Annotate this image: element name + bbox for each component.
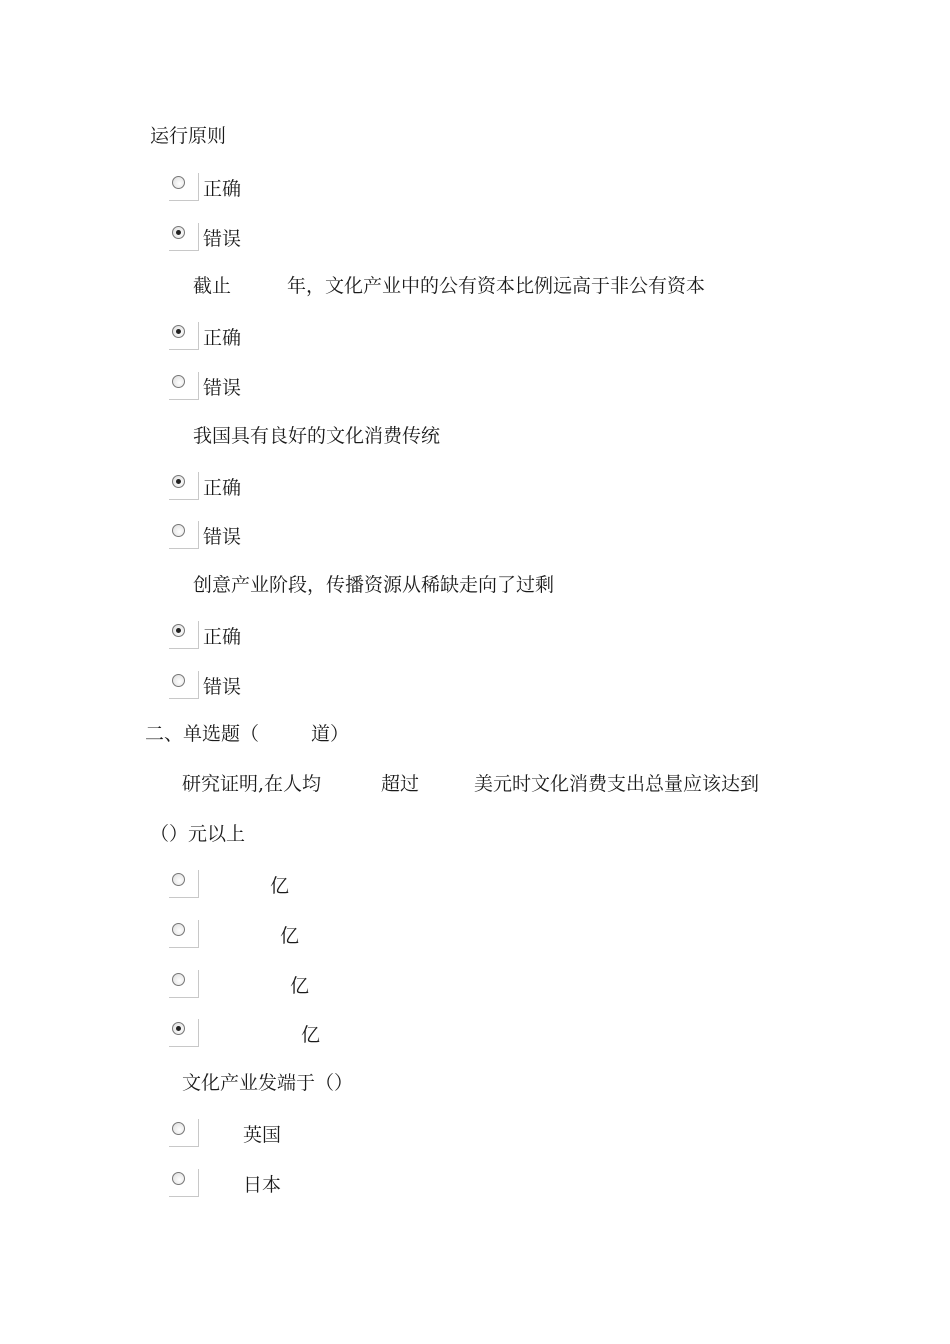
option-radio-wrong[interactable] xyxy=(169,521,199,549)
radio-button[interactable] xyxy=(172,1122,185,1135)
option-radio[interactable] xyxy=(169,1119,199,1147)
radio-button[interactable] xyxy=(172,176,185,189)
option-radio-wrong[interactable] xyxy=(169,671,199,699)
option-radio-wrong[interactable] xyxy=(169,372,199,400)
question-text: 美元时文化消费支出总量应该达到 xyxy=(474,773,760,795)
section-title: 二、单选题（ xyxy=(145,723,260,745)
radio-button[interactable] xyxy=(172,1172,185,1185)
radio-button[interactable] xyxy=(172,375,185,388)
question-text: 我国具有良好的文化消费传统 xyxy=(193,425,441,447)
option-label: 亿 xyxy=(301,1024,321,1046)
option-radio[interactable] xyxy=(169,870,199,898)
question-text: 研究证明,在人均 xyxy=(182,773,322,795)
radio-button[interactable] xyxy=(172,475,185,488)
option-radio[interactable] xyxy=(169,970,199,998)
question-text: 创意产业阶段，传播资源从稀缺走向了过剩 xyxy=(193,574,555,596)
option-label: 正确 xyxy=(203,178,242,200)
question-text-line2: （）元以上 xyxy=(150,823,246,845)
radio-button[interactable] xyxy=(172,873,185,886)
radio-button[interactable] xyxy=(172,674,185,687)
option-radio-correct[interactable] xyxy=(169,621,199,649)
option-label: 错误 xyxy=(203,676,242,698)
option-label: 英国 xyxy=(243,1124,282,1146)
option-label: 日本 xyxy=(243,1174,282,1196)
radio-button[interactable] xyxy=(172,325,185,338)
option-radio-correct[interactable] xyxy=(169,173,199,201)
section-title-suffix: 道） xyxy=(311,723,350,745)
option-label: 正确 xyxy=(203,626,242,648)
radio-button[interactable] xyxy=(172,923,185,936)
option-radio[interactable] xyxy=(169,1169,199,1197)
radio-button[interactable] xyxy=(172,973,185,986)
option-label: 正确 xyxy=(203,477,242,499)
option-label: 亿 xyxy=(270,875,290,897)
question-text: 年，文化产业中的公有资本比例远高于非公有资本 xyxy=(287,275,706,297)
question-text: 运行原则 xyxy=(150,125,227,147)
option-label: 亿 xyxy=(290,975,310,997)
radio-button[interactable] xyxy=(172,524,185,537)
question-text: 文化产业发端于（） xyxy=(182,1072,354,1094)
option-label: 正确 xyxy=(203,327,242,349)
option-label: 亿 xyxy=(280,925,300,947)
question-text: 超过 xyxy=(381,773,420,795)
option-label: 错误 xyxy=(203,228,242,250)
question-text: 截止 xyxy=(193,275,232,297)
option-label: 错误 xyxy=(203,526,242,548)
option-radio-correct[interactable] xyxy=(169,322,199,350)
radio-button[interactable] xyxy=(172,226,185,239)
option-radio-correct[interactable] xyxy=(169,472,199,500)
option-radio[interactable] xyxy=(169,920,199,948)
option-radio[interactable] xyxy=(169,1019,199,1047)
option-radio-wrong[interactable] xyxy=(169,223,199,251)
radio-button[interactable] xyxy=(172,624,185,637)
option-label: 错误 xyxy=(203,377,242,399)
radio-button[interactable] xyxy=(172,1022,185,1035)
